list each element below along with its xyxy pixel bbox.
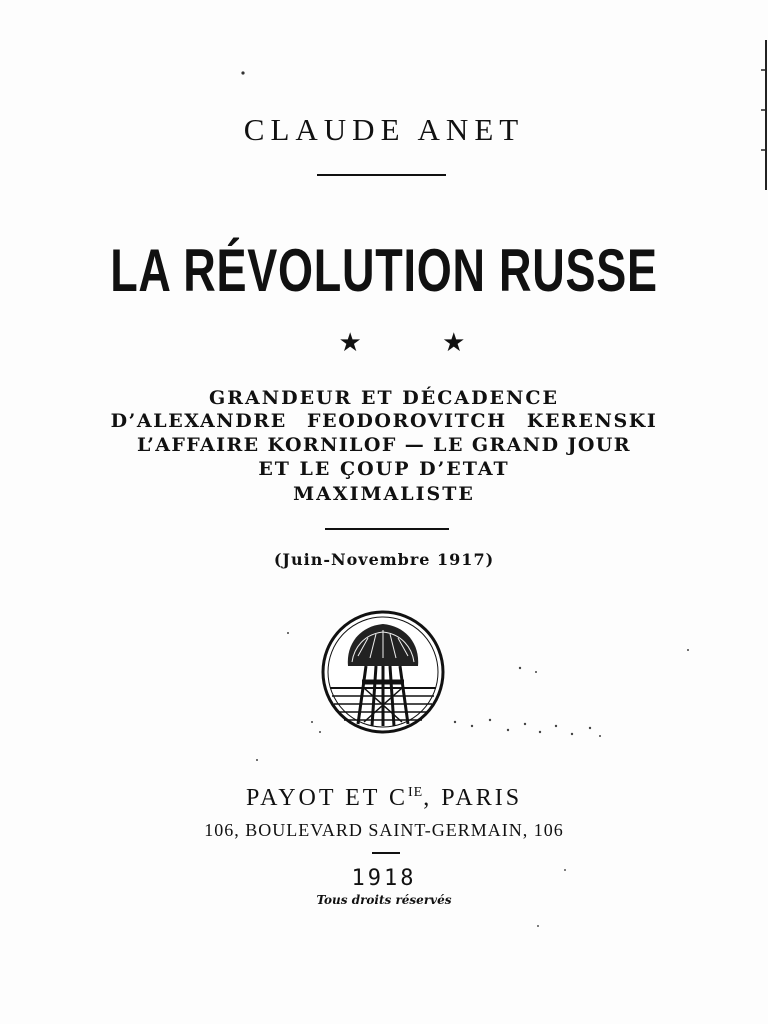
author-name: CLAUDE ANET xyxy=(243,112,525,147)
book-title: LA RÉVOLUTION RUSSE xyxy=(110,237,658,304)
subtitle-line-2: D’ALEXANDRE FEODOROVITCH KERENSKI xyxy=(110,410,658,432)
publication-year: 1918 xyxy=(351,866,417,891)
publisher-name-suffix: , PARIS xyxy=(423,785,523,811)
subtitle-line-4: ET LE ÇOUP D’ETAT xyxy=(258,458,510,480)
volume-marker: ★ ★ xyxy=(338,328,502,358)
date-range: (Juin-Novembre 1917) xyxy=(273,550,495,569)
subtitle-line-3: L’AFFAIRE KORNILOF — LE GRAND JOUR xyxy=(137,434,631,456)
publisher-name-superscript: IE xyxy=(408,785,424,800)
publisher-name-prefix: PAYOT ET C xyxy=(245,785,408,811)
rights-notice: Tous droits réservés xyxy=(316,893,452,907)
subtitle-line-5: MAXIMALISTE xyxy=(293,483,475,505)
publisher-address: 106, BOULEVARD SAINT-GERMAIN, 106 xyxy=(204,820,564,840)
subtitle-line-1: GRANDEUR ET DÉCADENCE xyxy=(208,387,560,409)
